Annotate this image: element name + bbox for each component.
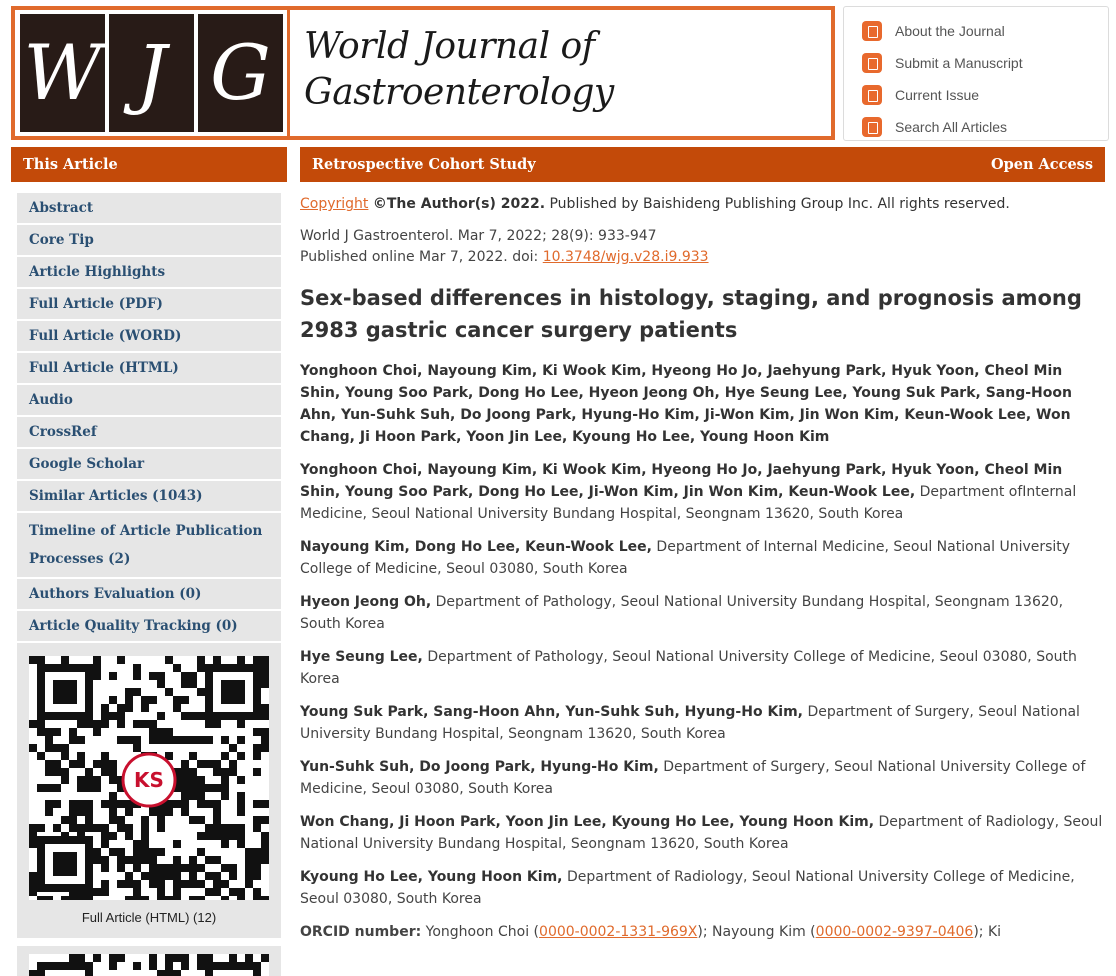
search-articles-label: Search All Articles xyxy=(895,119,1008,135)
about-journal-link[interactable] xyxy=(862,15,1090,47)
clipboard-icon xyxy=(862,117,882,137)
orcid-name-1: Yonghoon Choi xyxy=(425,924,530,940)
sidebar-item-abstract[interactable]: Abstract xyxy=(17,193,281,223)
sidebar-item-quality-tracking[interactable]: Article Quality Tracking (0) xyxy=(17,611,281,641)
citation-line: World J Gastroenterol. Mar 7, 2022; 28(9): 933-947 xyxy=(300,228,657,244)
affiliation-department: Department of Internal Medicine, Seoul National University College of Medicine, Seoul 03080, South Korea xyxy=(300,539,1071,577)
affiliation-authors: Yun-Suhk Suh, Do Joong Park, Hyung-Ho Kim, xyxy=(300,759,659,775)
this-article-bar: This Article xyxy=(11,147,287,182)
top-links-panel xyxy=(843,6,1109,141)
affiliation-block xyxy=(300,866,1106,910)
orcid-link-1[interactable]: 0000-0002-1331-969X xyxy=(539,924,698,940)
author-list: Yonghoon Choi, Nayoung Kim, Ki Wook Kim, Hyeong Ho Jo, Jaehyung Park, Hyuk Yoon, Cheol Min Shin, Young Soo Park, Dong Ho Lee, Hyeon Jeong Oh, Hye Seung Lee, Young Suk Park, Sang-Hoon Ahn, Yun-Suhk Suh, Do Joong Park, Hyung-Ho Kim, Ji-Won Kim, Jin Won Kim, Keun-Wook Lee, Won Chang, Ji Hoon Park, Yoon Jin Lee, Kyoung Ho Lee, Young Hoon Kim xyxy=(300,363,1072,445)
affiliation-authors: Yonghoon Choi, Nayoung Kim, Ki Wook Kim, Hyeong Ho Jo, Jaehyung Park, Hyuk Yoon, Cheol Min Shin, Young Soo Park, Dong Ho Lee, Ji-Won Kim, Jin Won Kim, Keun-Wook Lee, xyxy=(300,462,1063,500)
book-icon xyxy=(862,21,882,41)
submit-manuscript-label: Submit a Manuscript xyxy=(895,55,1023,71)
copyright-holder: ©The Author(s) 2022. xyxy=(372,196,546,212)
qr-code-panel-2 xyxy=(17,946,281,976)
orcid-name-2: Nayoung Kim xyxy=(712,924,806,940)
logo-title-panel xyxy=(287,10,831,136)
qr-code[interactable] xyxy=(29,656,269,900)
affiliation-block xyxy=(300,756,1106,800)
qr-code-2[interactable] xyxy=(29,954,269,976)
sidebar-item-html[interactable]: Full Article (HTML) xyxy=(17,353,281,383)
journal-title xyxy=(304,24,614,116)
qr-caption: Full Article (HTML) (12) xyxy=(81,910,217,925)
affiliation-department: Department of Surgery, Seoul National University Bundang Hospital, Seongnam 13620, South Korea xyxy=(300,704,1080,742)
sidebar-item-google-scholar[interactable]: Google Scholar xyxy=(17,449,281,479)
affiliation-block xyxy=(300,811,1106,855)
orcid-link-2[interactable]: 0000-0002-9397-0406 xyxy=(815,924,974,940)
orcid-label: ORCID number: xyxy=(300,924,422,940)
affiliation-department: Department of Radiology, Seoul National University Bundang Hospital, Seongnam 13620, South Korea xyxy=(300,814,1103,852)
orcid-name-3: Ki xyxy=(987,924,1002,940)
affiliations xyxy=(300,459,1106,910)
article-content xyxy=(300,192,1106,943)
sidebar-item-highlights[interactable]: Article Highlights xyxy=(17,257,281,287)
affiliation-block xyxy=(300,646,1106,690)
affiliation-authors: Hyeon Jeong Oh, xyxy=(300,594,432,610)
affiliation-authors: Won Chang, Ji Hoon Park, Yoon Jin Lee, Kyoung Ho Lee, Young Hoon Kim, xyxy=(300,814,875,830)
affiliation-block xyxy=(300,701,1106,745)
affiliation-block xyxy=(300,536,1106,580)
logo-letter-g: G xyxy=(198,14,283,132)
doi-link[interactable]: 10.3748/wjg.v28.i9.933 xyxy=(542,249,709,265)
id-card-icon xyxy=(862,53,882,73)
affiliation-block xyxy=(300,591,1106,635)
copyright-text: Published by Baishideng Publishing Group Inc. All rights reserved. xyxy=(549,196,1010,212)
orcid-line: ORCID number: Yonghoon Choi (0000-0002-1331-969X); Nayoung Kim (0000-0002-9397-0406); Ki xyxy=(300,924,1002,940)
affiliation-department: Department of Pathology, Seoul National University College of Medicine, Seoul 03080, South Korea xyxy=(300,649,1077,687)
article-sidebar xyxy=(17,193,281,675)
search-articles-link[interactable] xyxy=(862,111,1090,143)
article-type-bar xyxy=(300,147,1105,182)
sidebar-item-similar-articles[interactable]: Similar Articles (1043) xyxy=(17,481,281,511)
sidebar-item-timeline[interactable]: Timeline of Article Publication Processes (2) xyxy=(17,513,281,577)
qr-code-graphic xyxy=(29,656,269,900)
current-issue-link[interactable] xyxy=(862,79,1090,111)
qr-logo-text: KS xyxy=(134,768,164,792)
affiliation-department: Department of Radiology, Seoul National University College of Medicine, Seoul 03080, South Korea xyxy=(300,869,1075,907)
published-line xyxy=(300,247,1106,268)
current-issue-label: Current Issue xyxy=(895,87,980,103)
about-journal-label: About the Journal xyxy=(895,23,1005,39)
submit-manuscript-link[interactable] xyxy=(862,47,1090,79)
affiliation-authors: Nayoung Kim, Dong Ho Lee, Keun-Wook Lee, xyxy=(300,539,652,555)
sidebar-item-core-tip[interactable]: Core Tip xyxy=(17,225,281,255)
affiliation-department: Department ofInternal Medicine, Seoul National University Bundang Hospital, Seongnam 13620, South Korea xyxy=(300,484,1077,522)
qr-code-graphic-2 xyxy=(29,954,269,976)
sidebar-item-crossref[interactable]: CrossRef xyxy=(17,417,281,447)
article-title: Sex-based differences in histology, staging, and prognosis among 2983 gastric cancer surgery patients xyxy=(300,286,1082,342)
journal-logo[interactable] xyxy=(11,6,835,140)
affiliation-block xyxy=(300,459,1106,525)
sidebar-item-authors-evaluation[interactable]: Authors Evaluation (0) xyxy=(17,579,281,609)
open-access-label: Open Access xyxy=(990,156,1093,173)
affiliation-department: Department of Pathology, Seoul National University Bundang Hospital, Seongnam 13620, South Korea xyxy=(300,594,1064,632)
sidebar-item-pdf[interactable]: Full Article (PDF) xyxy=(17,289,281,319)
affiliation-department: Department of Surgery, Seoul National University College of Medicine, Seoul 03080, South Korea xyxy=(300,759,1086,797)
checklist-icon xyxy=(862,85,882,105)
copyright-line xyxy=(300,192,1106,216)
logo-letter-w: W xyxy=(20,14,105,132)
copyright-link[interactable]: Copyright xyxy=(300,196,369,212)
study-type-label: Retrospective Cohort Study xyxy=(312,156,536,173)
journal-title-line2: Gastroenterology xyxy=(304,72,614,113)
affiliation-authors: Hye Seung Lee, xyxy=(300,649,423,665)
published-prefix: Published online Mar 7, 2022. doi: xyxy=(300,249,539,265)
qr-code-panel xyxy=(17,646,281,938)
affiliation-authors: Kyoung Ho Lee, Young Hoon Kim, xyxy=(300,869,563,885)
affiliation-authors: Young Suk Park, Sang-Hoon Ahn, Yun-Suhk Suh, Hyung-Ho Kim, xyxy=(300,704,804,720)
sidebar-item-audio[interactable]: Audio xyxy=(17,385,281,415)
sidebar-item-word[interactable]: Full Article (WORD) xyxy=(17,321,281,351)
citation-meta xyxy=(300,226,1106,268)
logo-letter-j: J xyxy=(109,14,194,132)
journal-title-line1: World Journal of xyxy=(304,26,595,67)
